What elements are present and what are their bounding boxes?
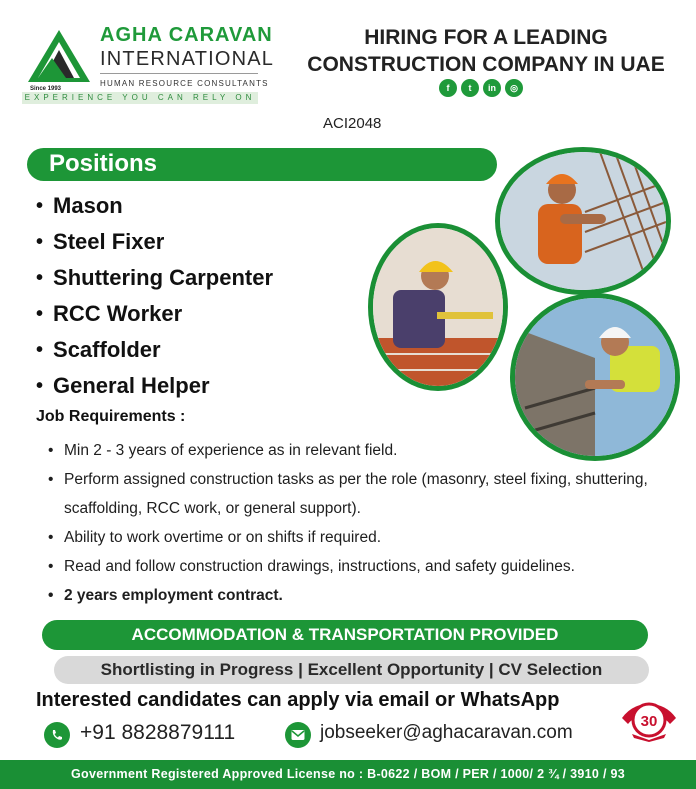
worker-photo-shuttering: [515, 298, 675, 456]
reference-code: ACI2048: [323, 115, 382, 132]
position-item: • General Helper: [36, 368, 273, 404]
badge-number: 30: [640, 713, 658, 730]
requirements-title: Job Requirements :: [36, 408, 186, 425]
requirement-item: • Read and follow construction drawings, instructions, and safety guidelines.: [48, 552, 678, 581]
phone-number[interactable]: +91 8828879111: [80, 721, 236, 744]
brand-subtitle: HUMAN RESOURCE CONSULTANTS: [100, 79, 269, 88]
position-item: • RCC Worker: [36, 296, 273, 332]
requirement-item: • Ability to work overtime or on shifts if required.: [48, 523, 678, 552]
positions-list: [36, 188, 273, 404]
headline-line1: HIRING FOR A LEADING: [364, 26, 608, 49]
apply-instructions: Interested candidates can apply via email or WhatsApp: [36, 689, 560, 711]
since-label: Since 1993: [30, 86, 62, 92]
facebook-icon[interactable]: f: [439, 79, 457, 97]
worker-photo-rebar: [500, 152, 666, 290]
position-item: • Mason: [36, 188, 273, 224]
whatsapp-icon[interactable]: [44, 722, 70, 748]
positions-title: Positions: [49, 150, 158, 177]
requirements-list: [48, 436, 678, 610]
hiring-headline: [296, 24, 676, 78]
linkedin-icon[interactable]: in: [483, 79, 501, 97]
company-logo-icon: [26, 28, 92, 84]
requirement-item: • 2 years employment contract.: [48, 581, 678, 610]
instagram-icon[interactable]: ◎: [505, 79, 523, 97]
twitter-icon[interactable]: t: [461, 79, 479, 97]
brand-name-line2: INTERNATIONAL: [100, 48, 275, 70]
requirement-item: • Perform assigned construction tasks as per the role (masonry, steel fixing, shuttering, scaffolding, RCC work, or general support).: [48, 465, 678, 523]
anniversary-badge-icon: [618, 694, 680, 742]
brand-name-line1: AGHA CARAVAN: [100, 24, 273, 46]
license-footer: Government Registered Approved License no : B-0622 / BOM / PER / 1000/ 2 ¾ / 3910 / 93: [0, 760, 696, 789]
shortlisting-banner: Shortlisting in Progress | Excellent Opportunity | CV Selection: [54, 656, 649, 684]
requirement-item: • Min 2 - 3 years of experience as in relevant field.: [48, 436, 678, 465]
worker-photo-mason: [373, 228, 503, 386]
position-item: • Steel Fixer: [36, 224, 273, 260]
brand-divider: [100, 73, 258, 74]
email-address[interactable]: jobseeker@aghacaravan.com: [320, 722, 573, 743]
headline-line2: CONSTRUCTION COMPANY IN UAE: [307, 53, 665, 76]
accommodation-banner: ACCOMMODATION & TRANSPORTATION PROVIDED: [42, 620, 648, 650]
social-links: [439, 79, 523, 97]
position-item: • Shuttering Carpenter: [36, 260, 273, 296]
email-icon[interactable]: [285, 722, 311, 748]
brand-tagline: EXPERIENCE YOU CAN RELY ON: [22, 92, 258, 104]
position-item: • Scaffolder: [36, 332, 273, 368]
